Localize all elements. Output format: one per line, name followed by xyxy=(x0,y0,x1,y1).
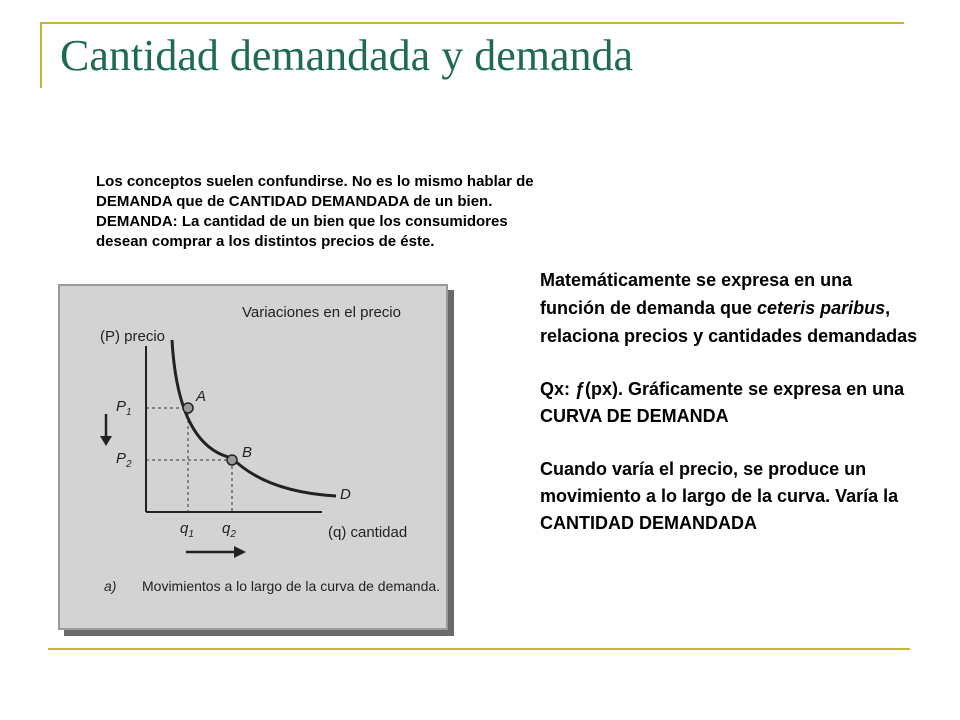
point-b-label: B xyxy=(242,444,253,461)
curve-label: D xyxy=(340,486,351,503)
bottom-rule xyxy=(48,648,910,650)
figure-caption: Movimientos a lo largo de la curva de demanda. xyxy=(142,578,441,594)
movement-paragraph: Cuando varía el precio, se produce un movimiento a lo largo de la curva. Varía la CANTIDAD DEMANDADA xyxy=(540,459,899,533)
q2-label: $q_2$ xyxy=(222,520,236,540)
y-axis-label: (P) precio xyxy=(100,328,166,345)
demand-curve-figure xyxy=(58,284,448,630)
intro-line: Los conceptos suelen confundirse. No es lo mismo hablar de xyxy=(96,173,534,190)
caption-letter: a) xyxy=(104,578,117,594)
demand-curve xyxy=(172,340,336,496)
intro-line: DEMANDA: La cantidad de un bien que los consumidores xyxy=(96,213,508,230)
p1-label: $P_1$ xyxy=(116,398,132,418)
curve-paragraph: Qx: ƒ(px). Gráficamente se expresa en una CURVA DE DEMANDA xyxy=(540,379,905,426)
function-text-b: , relaciona precios y cantidades demandadas xyxy=(540,298,918,346)
ceteris-paribus-text: ceteris paribus xyxy=(757,298,886,318)
function-paragraph xyxy=(540,266,920,350)
p2-label: $P_2$ xyxy=(116,450,132,470)
left-rule xyxy=(40,22,42,88)
top-rule xyxy=(40,22,904,24)
function-text-a: Matemáticamente se expresa en una función de demanda que xyxy=(540,270,853,318)
intro-text xyxy=(96,172,696,252)
x-axis-label: (q) cantidad xyxy=(328,524,408,541)
point-a-marker xyxy=(183,403,193,413)
arrow-down-icon xyxy=(100,414,112,446)
point-a-label: A xyxy=(196,388,207,405)
intro-line: DEMANDA que de CANTIDAD DEMANDADA de un bien. xyxy=(96,193,493,210)
arrow-right-icon xyxy=(186,546,246,558)
figure-title: Variaciones en el precio xyxy=(242,304,401,321)
slide-title: Cantidad demandada y demanda xyxy=(60,31,634,80)
q1-label: $q_1$ xyxy=(180,520,194,540)
point-b-marker xyxy=(227,455,237,465)
explanation-text xyxy=(540,266,920,563)
intro-line: desean comprar a los distintos precios de éste. xyxy=(96,233,435,250)
